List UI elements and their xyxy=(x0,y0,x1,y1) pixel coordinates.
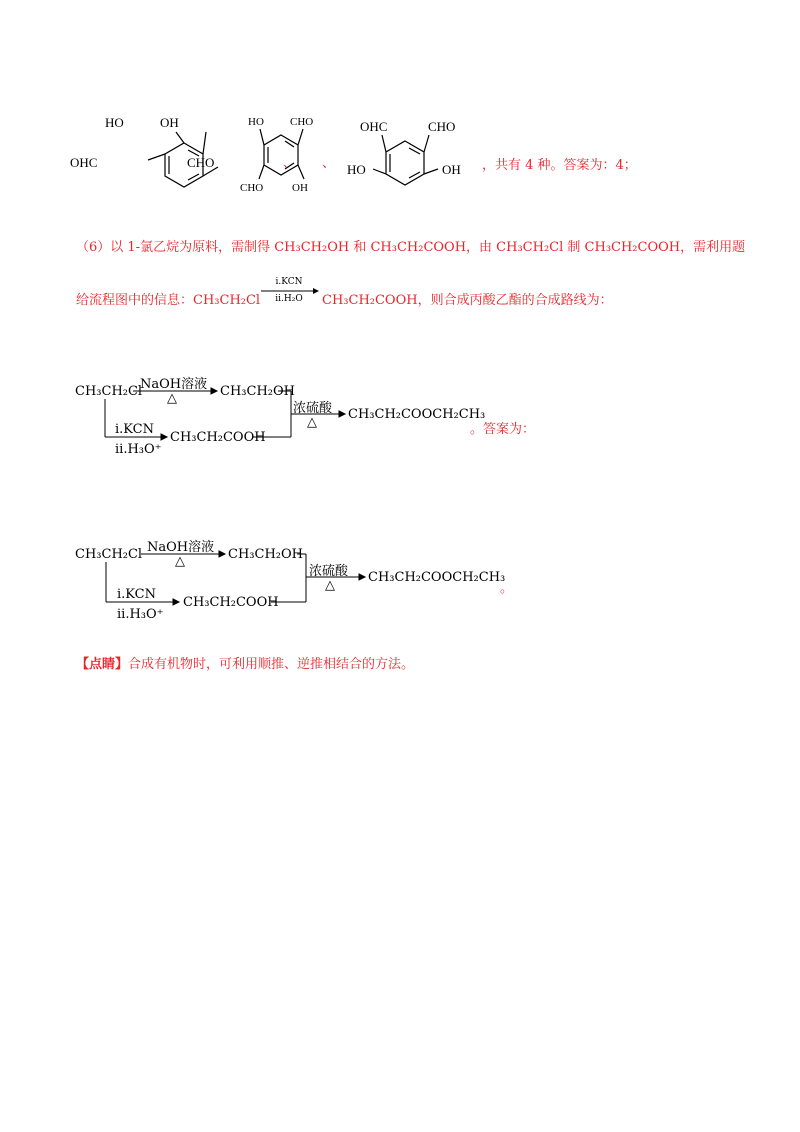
route2-ester: CH₃CH₂COOCH₂CH₃ xyxy=(368,570,506,585)
answer-count: ，共有 4 种。答案为：4； xyxy=(482,158,637,173)
s3-sub1: OHC xyxy=(360,119,388,134)
structure-2 xyxy=(259,129,304,179)
structure-3 xyxy=(373,135,438,185)
tip-text: 合成有机物时，可利用顺推、逆推相结合的方法。 xyxy=(128,657,415,672)
s3-sub3: HO xyxy=(347,162,366,177)
synthesis-route-2 xyxy=(75,533,515,623)
s2-sub3: CHO xyxy=(240,182,264,194)
route1-suffix: 。答案为： xyxy=(470,422,536,437)
route1-kcn: i.KCN xyxy=(115,422,154,437)
route1-ethanol: CH₃CH₂OH xyxy=(220,384,295,399)
route2-h2so4: 浓硫酸 xyxy=(309,564,349,579)
s2-sub2: CHO xyxy=(290,116,314,128)
s3-sub4: OH xyxy=(442,162,461,177)
s1-sub3: OHC xyxy=(70,155,98,170)
tip xyxy=(76,653,414,672)
route2-naoh: NaOH溶液 xyxy=(147,540,215,555)
route1-delta1: △ xyxy=(167,391,177,406)
route1-acid: CH₃CH₂COOH xyxy=(170,430,266,445)
paragraph-6-line2-suffix: CH₃CH₂COOH，则合成丙酸乙酯的合成路线为： xyxy=(322,293,613,308)
route2-delta1: △ xyxy=(175,554,185,569)
route2-acid: CH₃CH₂COOH xyxy=(183,595,279,610)
route1-ester: CH₃CH₂COOCH₂CH₃ xyxy=(348,407,486,422)
kcn-arrow xyxy=(261,278,317,304)
separator-1: 、 xyxy=(283,155,297,170)
route2-kcn: i.KCN xyxy=(117,587,156,602)
structure-row xyxy=(60,105,510,200)
route1-delta2: △ xyxy=(307,415,317,430)
s1-sub2: OH xyxy=(160,115,179,130)
route2-h3o: ii.H₃O⁺ xyxy=(117,607,164,622)
route1-h2so4: 浓硫酸 xyxy=(293,401,333,416)
tip-label: 【点睛】 xyxy=(76,657,129,672)
route1-naoh: NaOH溶液 xyxy=(140,377,208,392)
route1-h3o: ii.H₃O⁺ xyxy=(115,442,162,457)
s1-sub4: CHO xyxy=(187,155,215,170)
route2-ethanol: CH₃CH₂OH xyxy=(228,547,303,562)
s2-sub1: HO xyxy=(248,116,264,128)
synthesis-route-1 xyxy=(75,370,495,460)
reagent-top: i.KCN xyxy=(275,277,303,287)
reagent-bottom: ii.H₂O xyxy=(275,294,303,304)
paragraph-6-line1: （6）以 1-氯乙烷为原料，需制得 CH₃CH₂OH 和 CH₃CH₂COOH，由 CH₃CH₂Cl 制 CH₃CH₂COOH，需利用题 xyxy=(76,240,746,255)
separator-2: 、 xyxy=(322,155,336,170)
paragraph-6-line2-prefix: 给流程图中的信息：CH₃CH₂Cl xyxy=(76,293,261,308)
s3-sub2: CHO xyxy=(428,119,456,134)
route1-start: CH₃CH₂Cl xyxy=(75,384,143,399)
route2-delta2: △ xyxy=(325,578,335,593)
s2-sub4: OH xyxy=(292,182,308,194)
s1-sub1: HO xyxy=(105,115,124,130)
route2-start: CH₃CH₂Cl xyxy=(75,547,143,562)
route2-suffix: 。 xyxy=(500,581,514,596)
